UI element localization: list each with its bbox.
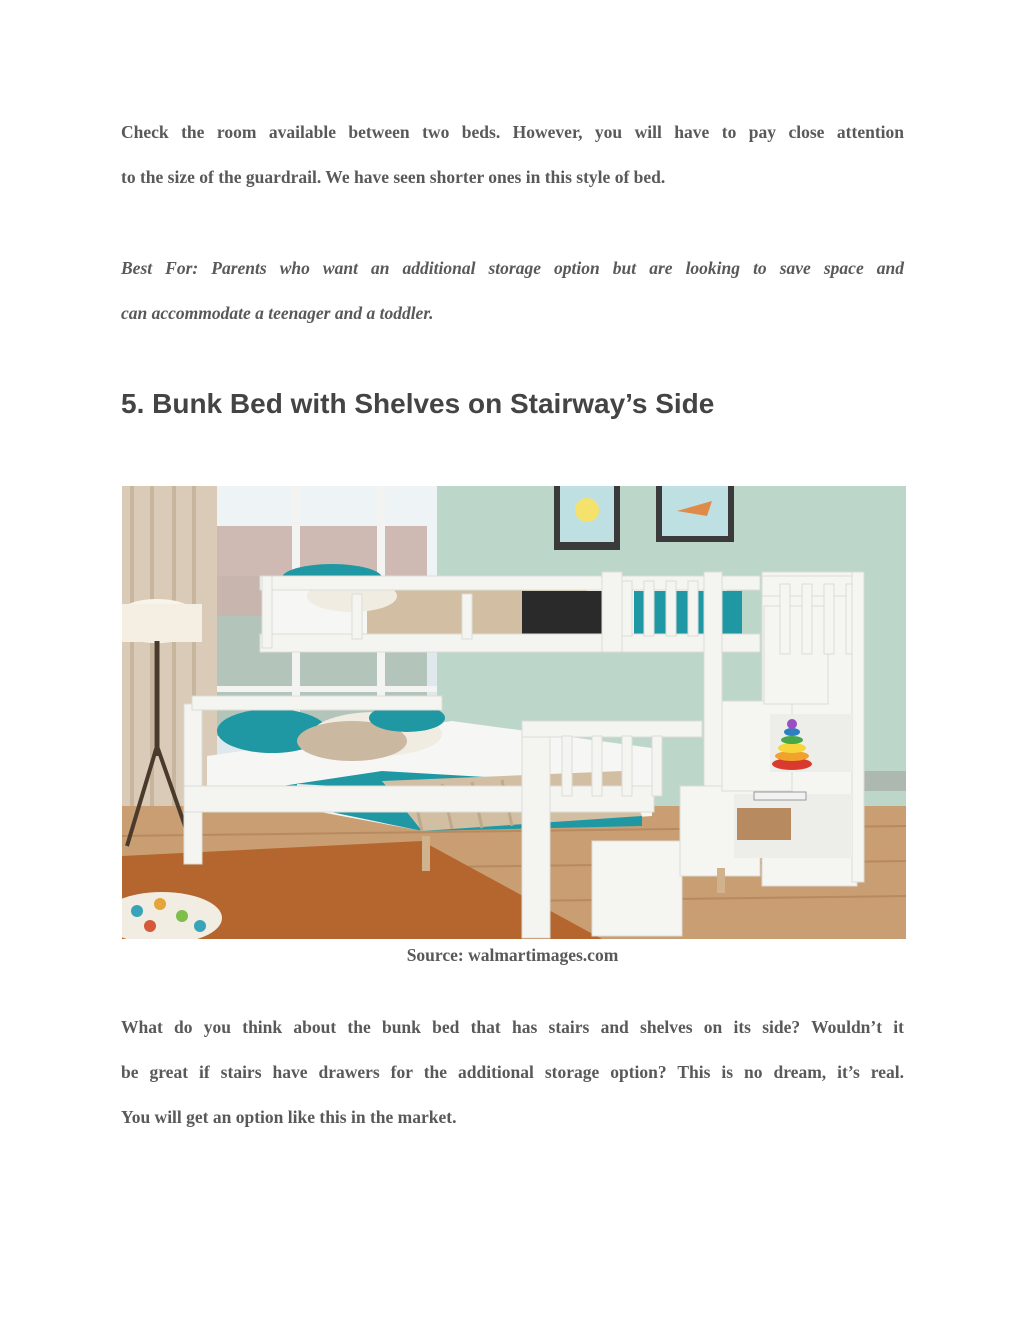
best-for-line-2: can accommodate a teenager and a toddler. (121, 303, 434, 323)
section-heading: 5. Bunk Bed with Shelves on Stairway’s Side (121, 388, 715, 419)
intro-line-1: Check the room available between two beds. However, you will have to pay close attention (121, 122, 904, 142)
bunk-bed-photo (122, 486, 906, 939)
body-line-2: be great if stairs have drawers for the additional storage option? This is no dream, it’s real. (121, 1062, 904, 1082)
body-paragraph (121, 1005, 904, 1140)
body-line-3: You will get an option like this in the market. (121, 1107, 457, 1127)
best-for-paragraph (121, 246, 904, 336)
figure-caption: Source: walmartimages.com (406, 945, 619, 965)
body-line-1: What do you think about the bunk bed that has stairs and shelves on its side? Wouldn’t it (121, 1017, 904, 1037)
intro-paragraph (121, 110, 904, 200)
best-for-line-1: Best For: Parents who want an additional storage option but are looking to save space and (121, 258, 904, 278)
intro-line-2: to the size of the guardrail. We have seen shorter ones in this style of bed. (121, 167, 666, 187)
